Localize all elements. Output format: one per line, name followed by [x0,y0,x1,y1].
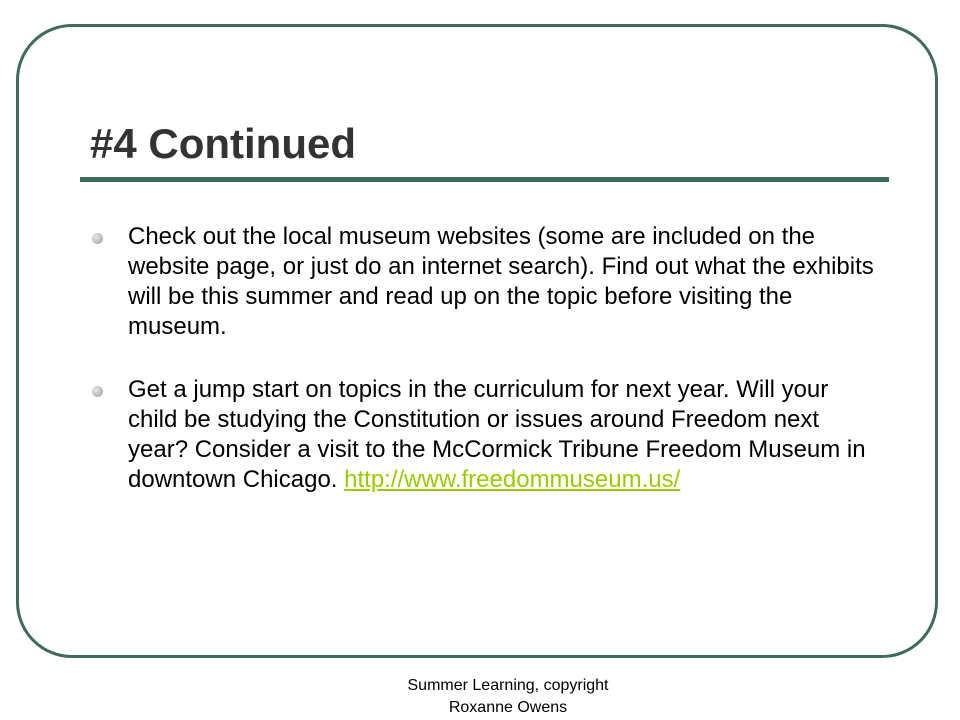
bullet-dot-icon [92,233,103,244]
bullet-list [92,222,882,528]
bullet-text: Check out the local museum websites (some are included on the website page, or just do an internet search). Find out what the exhibits will be this summer and read up on the topic before visiting the museum. [128,223,874,340]
slide-footer [380,675,636,719]
freedom-museum-link[interactable]: http://www.freedommuseum.us/ [344,466,681,493]
bullet-dot-icon [92,386,103,397]
footer-line-1: Summer Learning, copyright [407,677,609,694]
slide-title: #4 Continued [90,120,357,167]
bullet-item-curriculum [92,375,882,495]
bullet-text: Get a jump start on topics in the curriculum for next year. Will your child be studying the Constitution or issues around Freedom next year? Consider a visit to the McCormick Tribune Freedom Museum in downtown Chicago. [128,376,866,493]
title-underline [80,177,889,182]
footer-line-2: Roxanne Owens [448,699,568,716]
bullet-item-museum-websites [92,222,882,342]
